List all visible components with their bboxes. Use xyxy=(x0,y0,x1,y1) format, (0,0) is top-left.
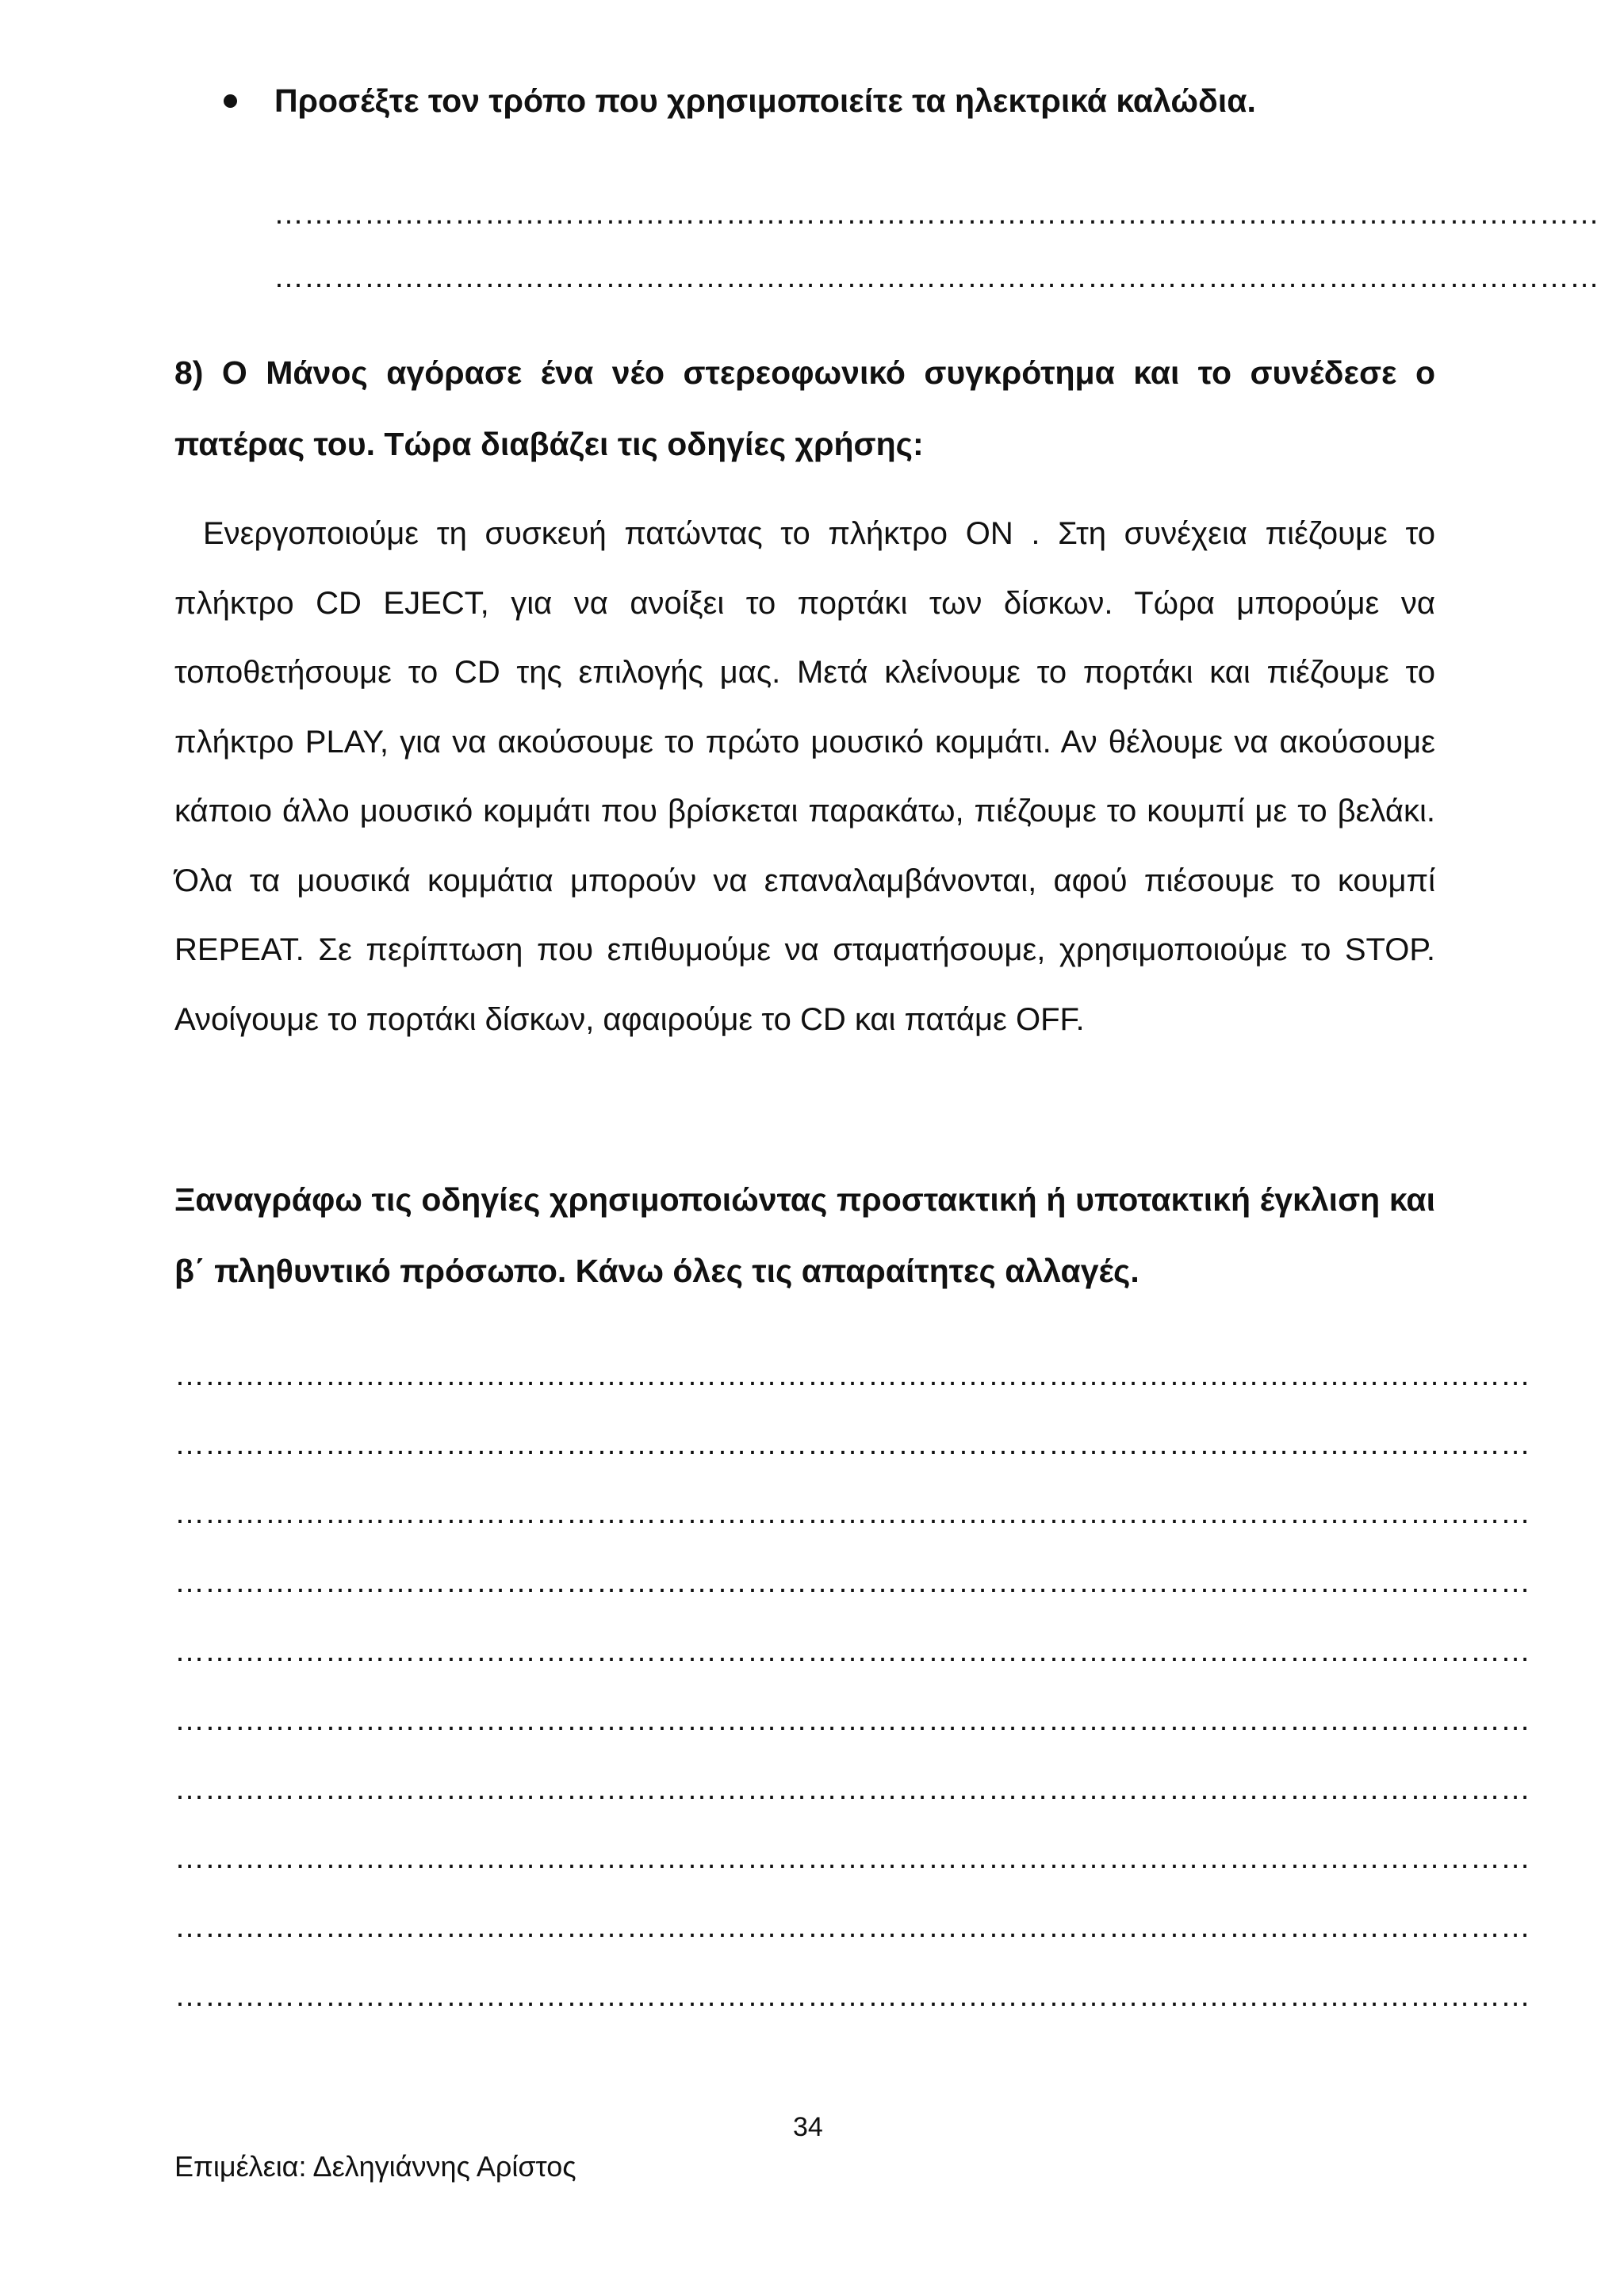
page-number: 34 xyxy=(793,2112,823,2142)
answer-line: ……………………………………………………………………………………………………………………… xyxy=(174,1635,1530,1668)
answer-line: ……………………………………………………………………………………………………………………… xyxy=(174,1497,1530,1530)
bullet-answer-line: …………………………………………………………………………………………………………………… xyxy=(274,197,1599,231)
answer-line: ……………………………………………………………………………………………………………………… xyxy=(174,1773,1530,1806)
bullet-item xyxy=(224,82,1429,120)
answer-line: ……………………………………………………………………………………………………………………… xyxy=(174,1842,1530,1875)
instructions-paragraph: Ενεργοποιούμε τη συσκευή πατώντας το πλήκτρο ON . Στη συνέχεια πιέζουμε το πλήκτρο CD EJECT, για να ανοίξει το πορτάκι των δίσκων. Τώρα μπορούμε να τοποθετήσουμε το CD της επιλογής μας. Μετά κλείνουμε το πορτάκι και πιέζουμε το πλήκτρο PLAY, για να ακούσουμε το πρώτο μουσικό κομμάτι. Αν θέλουμε να ακούσουμε κάποιο άλλο μουσικό κομμάτι που βρίσκεται παρακάτω, πιέζουμε το κουμπί με το βελάκι. Όλα τα μουσικά κομμάτια μπορούν να επαναλαμβάνονται, αφού πιέσουμε το κουμπί REPEAT. Σε περίπτωση που επιθυμούμε να σταματήσουμε, χρησιμοποιούμε το STOP. Ανοίγουμε το πορτάκι δίσκων, αφαιρούμε το CD και πατάμε OFF. xyxy=(174,516,1435,1037)
question-heading: 8) Ο Μάνος αγόρασε ένα νέο στερεοφωνικό συγκρότημα και το συνέδεσε ο πατέρας του. Τώρα διαβάζει τις οδηγίες χρήσης: xyxy=(174,354,1435,462)
answer-line: ……………………………………………………………………………………………………………………… xyxy=(174,1911,1530,1944)
answer-line: ……………………………………………………………………………………………………………………… xyxy=(174,1566,1530,1599)
answer-line: ……………………………………………………………………………………………………………………… xyxy=(174,1428,1530,1461)
answer-line: ……………………………………………………………………………………………………………………… xyxy=(174,1980,1530,2013)
answer-line: ……………………………………………………………………………………………………………………… xyxy=(174,1359,1530,1392)
footer-credit: Επιμέλεια: Δεληγιάννης Αρίστος xyxy=(174,2150,576,2183)
bullet-dot-icon xyxy=(224,94,237,108)
bullet-answer-line: …………………………………………………………………………………………………………………… xyxy=(274,261,1599,294)
task-instruction: Ξαναγράφω τις οδηγίες χρησιμοποιώντας προστακτική ή υποτακτική έγκλιση και β΄ πληθυντικό πρόσωπο. Κάνω όλες τις απαραίτητες αλλαγές. xyxy=(174,1181,1435,1289)
bullet-text: Προσέξτε τον τρόπο που χρησιμοποιείτε τα ηλεκτρικά καλώδια. xyxy=(274,82,1256,119)
answer-line: ……………………………………………………………………………………………………………………… xyxy=(174,1704,1530,1737)
